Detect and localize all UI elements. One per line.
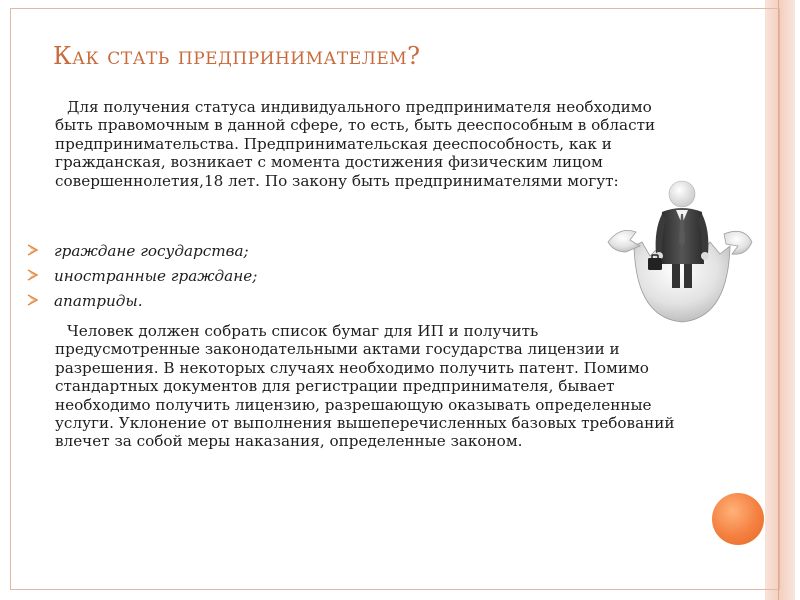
paragraph-intro: Для получения статуса индивидуального предпринимателя необходимо быть правомочным в данной сфере, то есть, быть дееспособным в области предпринимательства. Предпринимательская дееспособность, как и гражданская, возникает с момента достижения физическим лицом совершеннолетия,18 лет. По закону быть предпринимателями могут: bbox=[55, 98, 656, 190]
slide-title: Как стать предпринимателем? bbox=[53, 42, 421, 70]
bullet-text: граждане государства; bbox=[54, 242, 249, 260]
bullet-text: апатриды. bbox=[54, 292, 143, 310]
orange-circle-decoration bbox=[712, 493, 764, 545]
businessman-egg-illustration bbox=[606, 168, 754, 328]
bullet-text: иностранные граждане; bbox=[54, 267, 258, 285]
bullet-arrow-icon bbox=[26, 268, 40, 282]
paragraph-documents: Человек должен собрать список бумаг для ИП и получить предусмотренные законодательными актами государства лицензии и разрешения. В некоторых случаях необходимо получить патент. Помимо стандартных документов для регистрации предпринимателя, бывает необходимо получить лицензию, разрешающую оказывать определенные услуги. Уклонение от выполнения вышеперечисленных базовых требований влечет за собой меры наказания, определенные законом. bbox=[55, 322, 675, 451]
bullet-arrow-icon bbox=[26, 293, 40, 307]
bullet-arrow-icon bbox=[26, 243, 40, 257]
